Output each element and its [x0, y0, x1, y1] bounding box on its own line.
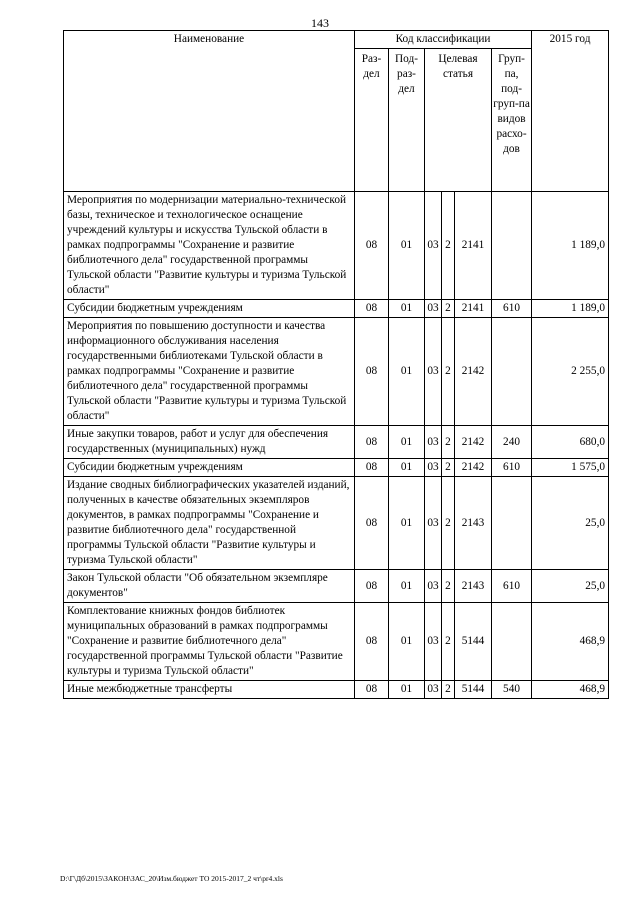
row-c2: 2 — [442, 300, 455, 318]
budget-table — [63, 30, 609, 699]
file-path-footer: D:\Г\Дб\2015\ЗАКОН\ЗАС_20\Изм.бюджет ТО 2015-2017_2 чт\pr4.xls — [60, 874, 283, 883]
table-row — [64, 459, 609, 477]
row-amount: 1 189,0 — [532, 300, 609, 318]
row-vr: 610 — [492, 570, 532, 603]
row-pr: 01 — [389, 681, 425, 699]
row-amount: 25,0 — [532, 570, 609, 603]
row-pr: 01 — [389, 192, 425, 300]
table-row — [64, 477, 609, 570]
row-name: Мероприятия по повышению доступности и качества информационного обслуживания населения государственными библиотеками Тульской области в рамках подпрограммы "Сохранение и развитие библиотечного дела" государственной программы Тульской области "Развитие культуры и туризма Тульской области" — [64, 318, 355, 426]
row-c2: 2 — [442, 318, 455, 426]
page-number: 143 — [311, 16, 329, 30]
row-c2: 2 — [442, 681, 455, 699]
row-vr — [492, 192, 532, 300]
row-pr: 01 — [389, 300, 425, 318]
row-c1: 03 — [425, 459, 442, 477]
row-pr: 01 — [389, 477, 425, 570]
row-vr: 240 — [492, 426, 532, 459]
row-c1: 03 — [425, 318, 442, 426]
table-row — [64, 426, 609, 459]
row-amount: 468,9 — [532, 603, 609, 681]
row-rz: 08 — [355, 426, 389, 459]
row-pr: 01 — [389, 603, 425, 681]
row-amount: 25,0 — [532, 477, 609, 570]
row-c1: 03 — [425, 426, 442, 459]
row-rz: 08 — [355, 477, 389, 570]
row-amount: 1 189,0 — [532, 192, 609, 300]
row-rz: 08 — [355, 192, 389, 300]
row-c1: 03 — [425, 570, 442, 603]
header-classification: Код классификации — [355, 31, 532, 49]
row-c3: 2143 — [455, 477, 492, 570]
row-c3: 2142 — [455, 459, 492, 477]
row-rz: 08 — [355, 318, 389, 426]
row-rz: 08 — [355, 681, 389, 699]
header-target: Целевая статья — [425, 49, 492, 192]
row-c1: 03 — [425, 192, 442, 300]
row-c3: 2141 — [455, 300, 492, 318]
table-row — [64, 603, 609, 681]
row-vr — [492, 318, 532, 426]
row-rz: 08 — [355, 300, 389, 318]
row-c1: 03 — [425, 300, 442, 318]
row-c3: 2141 — [455, 192, 492, 300]
row-rz: 08 — [355, 459, 389, 477]
row-name: Иные закупки товаров, работ и услуг для обеспечения государственных (муниципальных) нужд — [64, 426, 355, 459]
row-pr: 01 — [389, 459, 425, 477]
header-name: Наименование — [64, 31, 355, 192]
row-c3: 2143 — [455, 570, 492, 603]
row-name: Субсидии бюджетным учреждениям — [64, 300, 355, 318]
row-c3: 2142 — [455, 426, 492, 459]
row-c1: 03 — [425, 477, 442, 570]
row-rz: 08 — [355, 570, 389, 603]
row-amount: 468,9 — [532, 681, 609, 699]
row-name: Субсидии бюджетным учреждениям — [64, 459, 355, 477]
row-amount: 1 575,0 — [532, 459, 609, 477]
table-row — [64, 570, 609, 603]
row-c2: 2 — [442, 477, 455, 570]
row-amount: 680,0 — [532, 426, 609, 459]
header-group: Груп-па, под-груп-па видов расхо-дов — [492, 49, 532, 192]
table-row — [64, 300, 609, 318]
row-name: Закон Тульской области "Об обязательном экземпляре документов" — [64, 570, 355, 603]
row-c2: 2 — [442, 192, 455, 300]
row-name: Издание сводных библиографических указателей изданий, полученных в качестве обязательных экземпляров документов, в рамках подпрограммы "Сохранение и развитие библиотечного дела" государственной программы Тульской области "Развитие культуры и туризма Тульской области" — [64, 477, 355, 570]
row-name: Комплектование книжных фондов библиотек муниципальных образований в рамках подпрограммы "Сохранение и развитие библиотечного дела" государственной программы Тульской области "Развитие культуры и туризма Тульской области" — [64, 603, 355, 681]
header-podrazdel: Под-раз-дел — [389, 49, 425, 192]
row-rz: 08 — [355, 603, 389, 681]
row-c2: 2 — [442, 570, 455, 603]
header-razdel: Раз-дел — [355, 49, 389, 192]
row-c2: 2 — [442, 603, 455, 681]
row-c2: 2 — [442, 426, 455, 459]
row-vr — [492, 477, 532, 570]
row-c1: 03 — [425, 603, 442, 681]
row-c1: 03 — [425, 681, 442, 699]
row-pr: 01 — [389, 318, 425, 426]
table-row — [64, 318, 609, 426]
row-vr: 540 — [492, 681, 532, 699]
row-name: Иные межбюджетные трансферты — [64, 681, 355, 699]
row-vr: 610 — [492, 459, 532, 477]
table-header-row — [64, 31, 609, 49]
row-c3: 5144 — [455, 603, 492, 681]
row-c3: 2142 — [455, 318, 492, 426]
row-pr: 01 — [389, 570, 425, 603]
table-row — [64, 681, 609, 699]
row-name: Мероприятия по модернизации материально-технической базы, техническое и технологическое оснащение учреждений культуры и искусства Тульской области в рамках подпрограммы "Сохранение и развитие библиотечного дела" государственной программы Тульской области "Развитие культуры и туризма Тульской области" — [64, 192, 355, 300]
row-amount: 2 255,0 — [532, 318, 609, 426]
header-year: 2015 год — [532, 31, 609, 192]
row-vr — [492, 603, 532, 681]
table-row — [64, 192, 609, 300]
row-vr: 610 — [492, 300, 532, 318]
row-c3: 5144 — [455, 681, 492, 699]
row-pr: 01 — [389, 426, 425, 459]
row-c2: 2 — [442, 459, 455, 477]
